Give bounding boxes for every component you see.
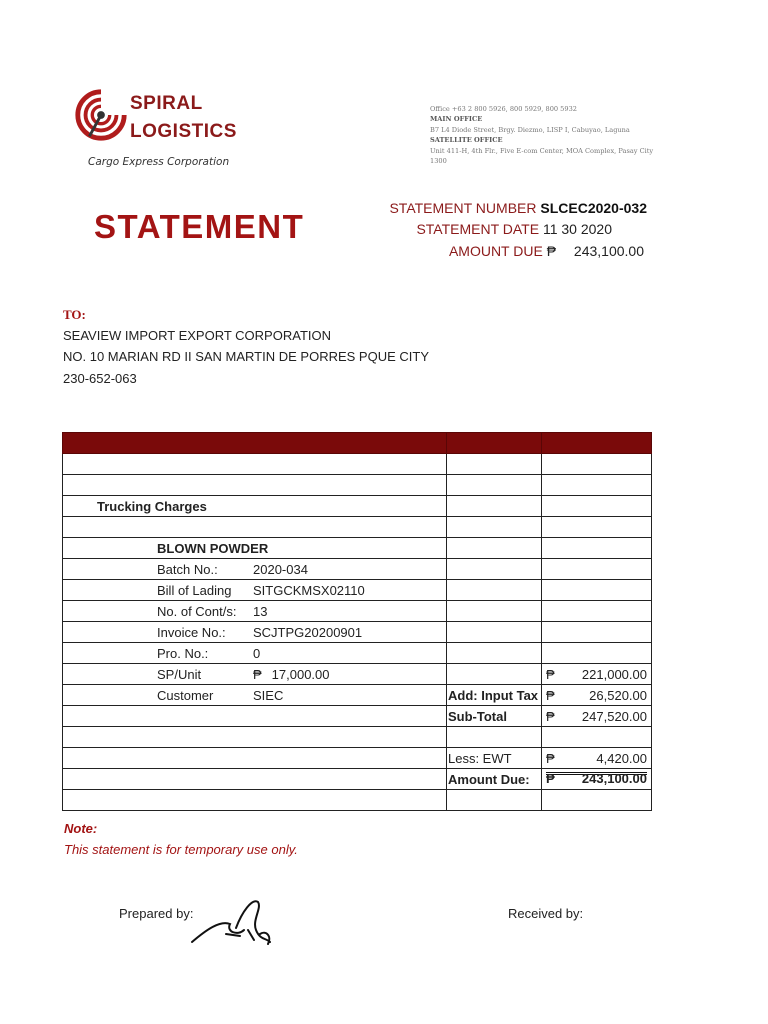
amount-due-value: 243,100.00 <box>573 243 644 259</box>
currency-symbol: ₱ <box>546 666 555 682</box>
office-phone: Office +63 2 800 5926, 800 5929, 800 5932 <box>430 105 577 113</box>
table-row <box>63 580 652 601</box>
table-row <box>63 517 652 538</box>
recipient-tin: 230-652-063 <box>63 371 137 386</box>
statement-number-value: SLCEC2020-032 <box>540 200 647 216</box>
detail-label: Bill of Lading <box>157 582 232 598</box>
line-total: 221,000.00 <box>581 666 647 682</box>
table-row <box>63 601 652 622</box>
input-tax-label: Add: Input Tax <box>447 685 542 706</box>
statement-date-value: 11 30 2020 <box>542 221 612 237</box>
statement-number-row <box>389 200 647 216</box>
table-row <box>63 475 652 496</box>
recipient-name: SEAVIEW IMPORT EXPORT CORPORATION <box>63 328 331 343</box>
amount-due-label: AMOUNT DUE <box>448 243 543 259</box>
currency-symbol: ₱ <box>546 771 555 786</box>
currency-symbol: ₱ <box>546 687 555 703</box>
table-header-band <box>63 433 652 454</box>
table-row <box>63 496 652 517</box>
detail-label: Invoice No.: <box>157 624 226 640</box>
prepared-by-label: Prepared by: <box>119 906 194 921</box>
to-label: TO: <box>63 307 86 322</box>
table-row <box>63 706 652 727</box>
input-tax-value: 26,520.00 <box>589 687 647 703</box>
document-title: STATEMENT <box>94 208 305 245</box>
statement-date-row <box>416 221 612 237</box>
detail-value: 13 <box>253 603 268 619</box>
customer-label: Customer <box>157 687 214 703</box>
table-row <box>63 643 652 664</box>
detail-label: No. of Cont/s: <box>157 603 237 619</box>
satellite-office-address: Unit 411-H, 4th Flr., Five E-com Center, MOA Complex, Pasay City 1300 <box>430 146 654 166</box>
table-row <box>63 454 652 475</box>
currency-symbol: ₱ <box>546 750 555 766</box>
spiral-logo-icon <box>72 86 130 144</box>
section-title: Trucking Charges <box>63 496 447 517</box>
currency-symbol: ₱ <box>546 243 557 259</box>
table-row <box>63 685 652 706</box>
table-row <box>63 769 652 790</box>
main-office-address: B7 L4 Diode Street, Brgy. Diezmo, LISP I, Cabuyao, Laguna <box>430 125 630 134</box>
detail-value: 2020-034 <box>253 561 308 577</box>
sp-unit-value: 17,000.00 <box>271 666 330 682</box>
table-row <box>63 622 652 643</box>
note-label: Note: <box>64 821 98 836</box>
table-row <box>63 790 652 811</box>
table-row <box>63 727 652 748</box>
note-text: This statement is for temporary use only. <box>64 842 298 857</box>
table-row <box>63 748 652 769</box>
satellite-office-label: SATELLITE OFFICE <box>430 136 503 145</box>
detail-label: Pro. No.: <box>157 645 209 661</box>
total-amount-due-value: 243,100.00 <box>581 771 647 786</box>
item-name: BLOWN POWDER <box>63 538 447 559</box>
main-office-label: MAIN OFFICE <box>430 115 483 124</box>
amount-due-row <box>449 243 644 259</box>
charges-table <box>62 432 652 811</box>
total-amount-due-label: Amount Due: <box>447 769 542 790</box>
sp-unit-label: SP/Unit <box>157 666 202 682</box>
statement-number-label: STATEMENT NUMBER <box>389 200 537 216</box>
statement-date-label: STATEMENT DATE <box>416 221 540 237</box>
logo-name-line2: LOGISTICS <box>130 121 237 142</box>
detail-value: SCJTPG20200901 <box>253 624 363 640</box>
detail-value: SITGCKMSX02110 <box>253 582 365 598</box>
received-by-label: Received by: <box>508 906 584 921</box>
logo-name-line1: SPIRAL <box>130 93 203 114</box>
table-row <box>63 538 652 559</box>
customer-value: SIEC <box>253 687 284 703</box>
subtotal-value: 247,520.00 <box>581 708 647 724</box>
company-logo <box>72 82 242 182</box>
recipient-address: NO. 10 MARIAN RD II SAN MARTIN DE PORRES PQUE CITY <box>63 349 429 364</box>
subtotal-label: Sub-Total <box>447 706 542 727</box>
table-row <box>63 559 652 580</box>
detail-value: 0 <box>253 645 261 661</box>
currency-symbol: ₱ <box>546 708 555 724</box>
signature-image <box>186 890 286 950</box>
ewt-value: 4,420.00 <box>596 750 647 766</box>
logo-tagline: Cargo Express Corporation <box>88 156 230 168</box>
ewt-label: Less: EWT <box>447 748 542 769</box>
sp-unit-currency: ₱ <box>253 666 262 682</box>
office-info <box>430 104 660 166</box>
table-row <box>63 664 652 685</box>
detail-label: Batch No.: <box>157 561 218 577</box>
